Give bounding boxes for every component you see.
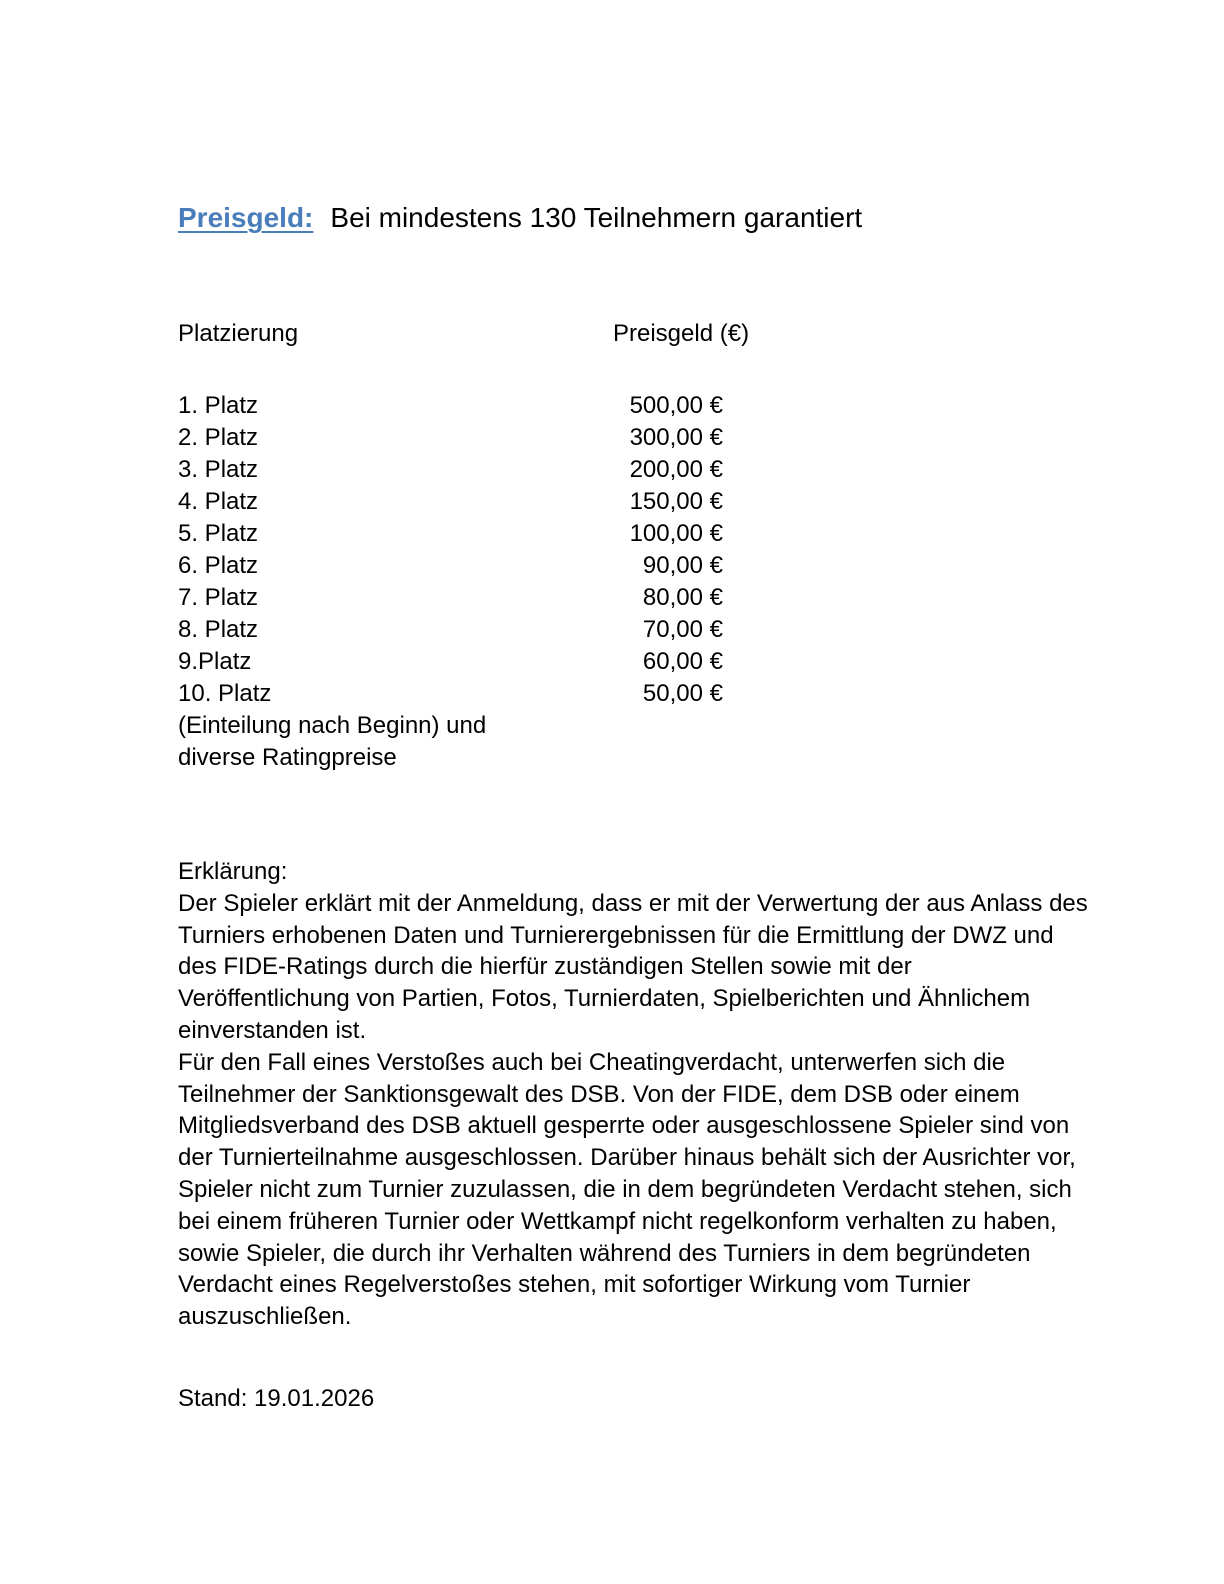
prize-row xyxy=(178,614,1090,646)
prize-table xyxy=(178,318,1090,774)
prize-row xyxy=(178,454,1090,486)
prize-amount: 150,00 € xyxy=(629,488,723,515)
prize-row xyxy=(178,678,1090,710)
prize-row xyxy=(178,646,1090,678)
prize-place: 3. Platz xyxy=(178,456,259,483)
title-text: Bei mindestens 130 Teilnehmern garantiert xyxy=(330,202,863,233)
prize-amount: 100,00 € xyxy=(629,520,723,547)
prize-amount: 60,00 € xyxy=(642,648,723,675)
prize-place: 1. Platz xyxy=(178,392,259,419)
declaration-section xyxy=(178,856,1090,1333)
prize-note-line-1: (Einteilung nach Beginn) und xyxy=(178,712,487,739)
prize-amount: 500,00 € xyxy=(629,392,723,419)
prize-row xyxy=(178,550,1090,582)
prize-amount: 200,00 € xyxy=(629,456,723,483)
prize-place: 4. Platz xyxy=(178,488,259,515)
prize-row xyxy=(178,486,1090,518)
prize-place: 7. Platz xyxy=(178,584,259,611)
column-header-platzierung: Platzierung xyxy=(178,320,299,347)
prize-place: 8. Platz xyxy=(178,616,259,643)
stand-date: Stand: 19.01.2026 xyxy=(178,1385,375,1412)
prize-amount: 300,00 € xyxy=(629,424,723,451)
prize-row xyxy=(178,390,1090,422)
prize-place: 9.Platz xyxy=(178,648,252,675)
column-header-preisgeld: Preisgeld (€) xyxy=(613,320,750,347)
prize-place: 5. Platz xyxy=(178,520,259,547)
declaration-heading: Erklärung: xyxy=(178,858,288,885)
prize-amount: 70,00 € xyxy=(642,616,723,643)
prize-row xyxy=(178,518,1090,550)
prize-amount: 90,00 € xyxy=(642,552,723,579)
prize-amount: 80,00 € xyxy=(642,584,723,611)
prize-note-line-2: diverse Ratingpreise xyxy=(178,744,397,771)
prize-place: 6. Platz xyxy=(178,552,259,579)
prize-row xyxy=(178,582,1090,614)
preisgeld-heading-link[interactable]: Preisgeld: xyxy=(178,202,314,233)
prize-row xyxy=(178,422,1090,454)
prize-table-header xyxy=(178,318,1090,350)
declaration-paragraph-2: Für den Fall eines Verstoßes auch bei Cheatingverdacht, unterwerfen sich die Teilnehmer der Sanktionsgewalt des DSB. Von der FIDE, dem DSB oder einem Mitgliedsverband des DSB aktuell gesperrte oder ausgeschlossene Spieler sind von der Turnierteilnahme ausgeschlossen. Darüber hinaus behält sich der Ausrichter vor, Spieler nicht zum Turnier zuzulassen, die in dem begründeten Verdacht stehen, sich bei einem früheren Turnier oder Wettkampf nicht regelkonform verhalten zu haben, sowie Spieler, die durch ihr Verhalten während des Turniers in dem begründeten Verdacht eines Regelverstoßes stehen, mit sofortiger Wirkung vom Turnier auszuschließen. xyxy=(178,1048,1076,1331)
prize-place: 10. Platz xyxy=(178,680,272,707)
declaration-paragraph-1: Der Spieler erklärt mit der Anmeldung, dass er mit der Verwertung der aus Anlass des Turniers erhobenen Daten und Turnierergebnissen für die Ermittlung der DWZ und des FIDE-Ratings durch die hierfür zuständigen Stellen sowie mit der Veröffentlichung von Partien, Fotos, Turnierdaten, Spielberichten und Ähnlichem einverstanden ist. xyxy=(178,889,1088,1044)
prize-amount: 50,00 € xyxy=(642,680,723,707)
title-line xyxy=(178,201,862,235)
prize-rows xyxy=(178,390,1090,710)
prize-place: 2. Platz xyxy=(178,424,259,451)
